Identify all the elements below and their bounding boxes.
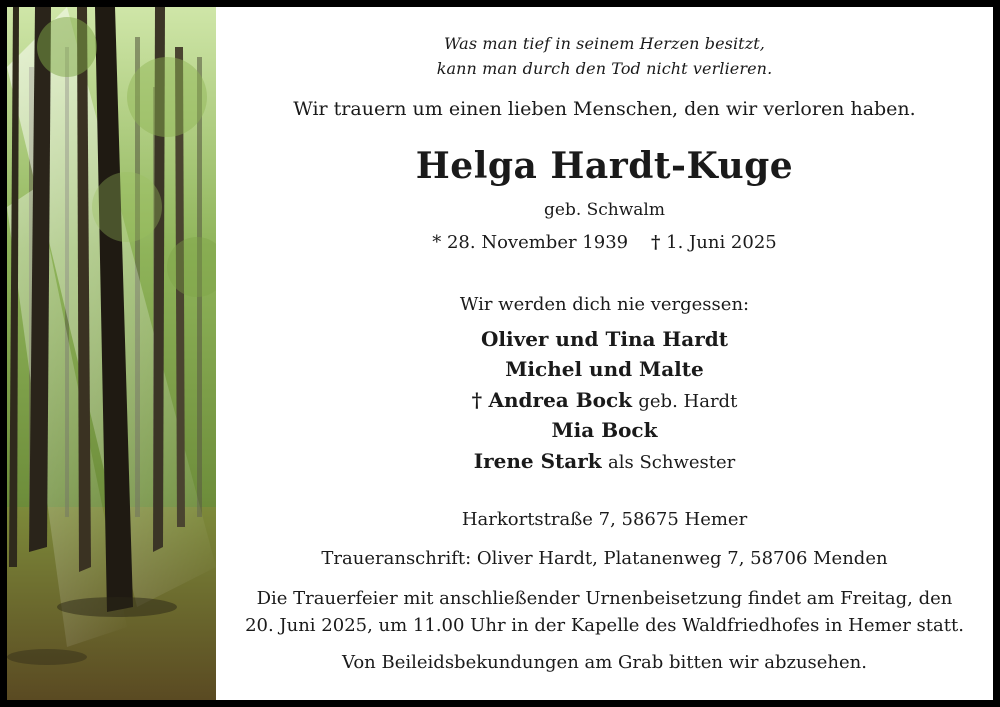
ceremony-line-2: 20. Juni 2025, um 11.00 Uhr in der Kapelle des Waldfriedhofes in Hemer statt.	[245, 615, 964, 636]
mourner-line	[216, 449, 993, 473]
birth-date: * 28. November 1939	[432, 232, 629, 253]
forest-image	[7, 7, 216, 700]
death-cross-icon: †	[651, 232, 661, 253]
maiden-name: geb. Schwalm	[544, 200, 665, 220]
mourner-name: Oliver und Tina Hardt	[480, 327, 729, 351]
mourner-note: als Schwester	[608, 452, 736, 473]
mourner-line	[216, 327, 993, 351]
mourners-intro: Wir werden dich nie vergessen:	[459, 294, 750, 315]
mourner-name: Irene Stark	[473, 449, 602, 473]
death-date: 1. Juni 2025	[666, 232, 777, 253]
mourner-name: Michel und Malte	[505, 357, 704, 381]
motto-line-1: Was man tief in seinem Herzen besitzt,	[444, 34, 765, 53]
mourner-name: Mia Bock	[551, 418, 658, 442]
mourner-note: geb. Hardt	[638, 391, 738, 412]
closing-note: Von Beileidsbekundungen am Grab bitten wir abzusehen.	[342, 652, 867, 673]
motto-line-2: kann man durch den Tod nicht verlieren.	[436, 59, 773, 78]
cross-icon: †	[471, 388, 483, 412]
mourner-line	[216, 357, 993, 381]
deceased-name: Helga Hardt-Kuge	[415, 145, 794, 187]
mourner-name: Andrea Bock	[488, 388, 633, 412]
mourner-line	[216, 388, 993, 412]
home-address: Harkortstraße 7, 58675 Hemer	[461, 509, 748, 530]
life-dates	[216, 232, 993, 253]
mourning-address: Traueranschrift: Oliver Hardt, Platanenweg 7, 58706 Menden	[321, 548, 888, 569]
obituary-text	[216, 7, 993, 700]
mourner-line	[216, 418, 993, 442]
intro-text: Wir trauern um einen lieben Menschen, den wir verloren haben.	[293, 98, 916, 120]
ceremony-line-1: Die Trauerfeier mit anschließender Urnenbeisetzung findet am Freitag, den	[256, 588, 953, 609]
